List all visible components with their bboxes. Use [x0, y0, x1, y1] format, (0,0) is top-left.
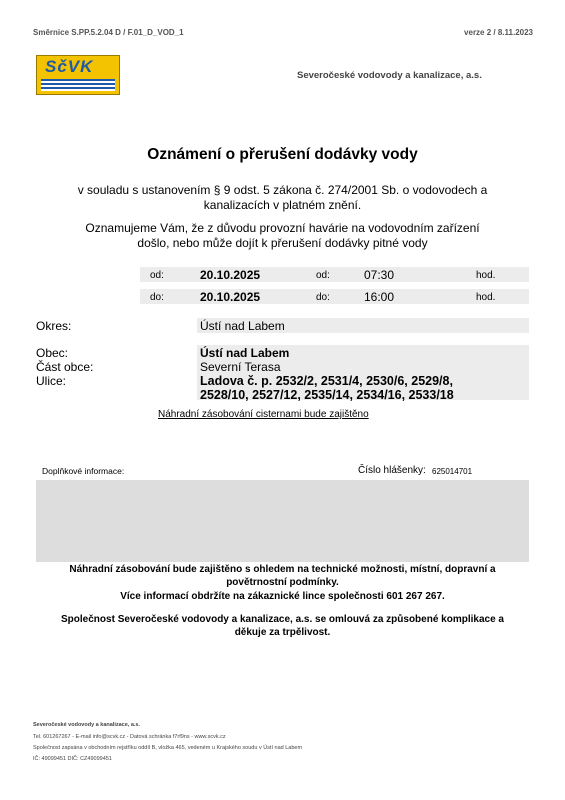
logo-stripes — [41, 79, 115, 91]
municipality-label: Obec: — [36, 346, 69, 360]
from-date-label: od: — [150, 270, 164, 281]
to-date: 20.10.2025 — [200, 290, 261, 304]
to-time-label: do: — [316, 292, 330, 303]
version-label: verze 2 / 8.11.2023 — [464, 28, 533, 37]
footer-ids: IČ: 49099451 DIČ: CZ49099451 — [33, 756, 112, 762]
note-line-2: povětrnostní podmínky. — [226, 577, 339, 588]
footer-registry: Společnost zapsána v obchodním rejstříku oddíl B, vložka 465, vedeném u Krajského soudu v Ústí nad Labem — [33, 745, 303, 751]
intro-line-2: kanalizacích v platném znění. — [203, 198, 362, 212]
tanker-supply-note: Náhradní zásobování cisternami bude zajištěno — [158, 409, 369, 420]
report-number: 625014701 — [432, 467, 473, 476]
page-title: Oznámení o přerušení dodávky vody — [147, 146, 418, 163]
from-date: 20.10.2025 — [200, 268, 261, 282]
to-unit: hod. — [476, 292, 496, 303]
additional-info-label: Doplňkové informace: — [42, 466, 125, 476]
from-time-label: od: — [316, 270, 330, 281]
footer-company: Severočeské vodovody a kanalizace, a.s. — [33, 722, 141, 728]
to-date-label: do: — [150, 292, 164, 303]
to-time: 16:00 — [364, 290, 395, 304]
schedule-row-to — [140, 289, 529, 304]
logo-text: SčVK — [45, 57, 94, 76]
apology-line-2: děkuje za trpělivost. — [234, 627, 331, 638]
report-number-label: Číslo hlášenky: — [358, 465, 426, 476]
part-value: Severní Terasa — [200, 360, 281, 374]
part-label: Část obce: — [36, 360, 94, 374]
note-line-1: Náhradní zásobování bude zajištěno s ohledem na technické možnosti, místní, dopravní a — [69, 564, 496, 575]
footer-contact: Tel. 601267267 - E-mail info@scvk.cz - Datová schránka f7rf9ns - www.scvk.cz — [33, 734, 226, 740]
company-name-header: Severočeské vodovody a kanalizace, a.s. — [297, 70, 482, 81]
directive-code: Směrnice S.PP.5.2.04 D / F.01_D_VOD_1 — [33, 28, 184, 37]
district-value: Ústí nad Labem — [200, 319, 285, 333]
hotline-note: Více informací obdržíte na zákaznické lince společnosti 601 267 267. — [120, 591, 445, 602]
from-time: 07:30 — [364, 268, 395, 282]
street-label: Ulice: — [36, 374, 67, 388]
apology-line-1: Společnost Severočeské vodovody a kanalizace, a.s. se omlouvá za způsobené komplikace a — [61, 614, 504, 625]
street-value-line-1: Ladova č. p. 2532/2, 2531/4, 2530/6, 2529/8, — [200, 374, 453, 388]
schedule-row-from — [140, 267, 529, 282]
street-value-line-2: 2528/10, 2527/12, 2535/14, 2534/16, 2533/18 — [200, 388, 454, 402]
intro-line-4: došlo, nebo může dojít k přerušení dodávky pitné vody — [137, 236, 428, 250]
scvk-logo — [36, 55, 120, 95]
district-label: Okres: — [36, 319, 72, 333]
from-unit: hod. — [476, 270, 496, 281]
municipality-value: Ústí nad Labem — [200, 346, 290, 360]
additional-info-box — [36, 480, 529, 562]
intro-line-1: v souladu s ustanovením § 9 odst. 5 zákona č. 274/2001 Sb. o vodovodech a — [77, 183, 488, 197]
intro-line-3: Oznamujeme Vám, že z důvodu provozní havárie na vodovodním zařízení — [85, 221, 480, 235]
